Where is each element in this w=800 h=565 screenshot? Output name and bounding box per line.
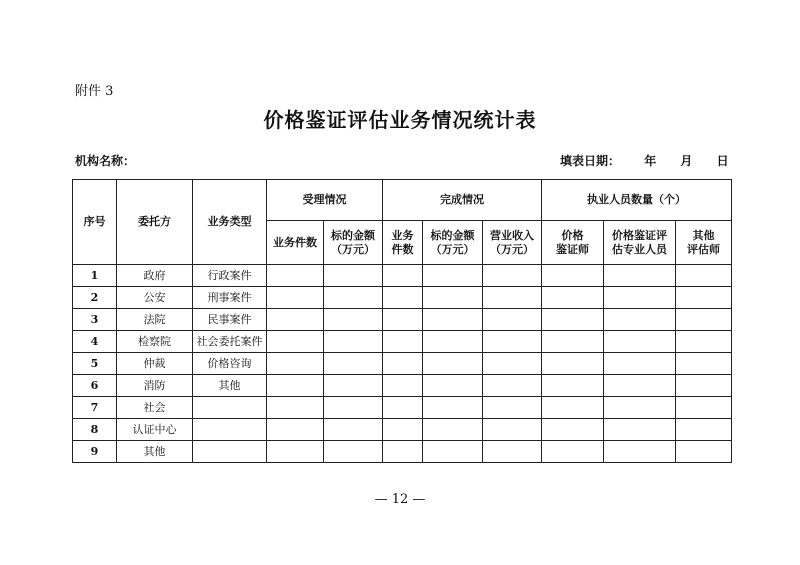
attachment-label: 附件 3 <box>75 84 114 99</box>
table-row <box>73 353 732 375</box>
cell-revenue[interactable] <box>483 287 542 309</box>
cell-accepted-count[interactable] <box>267 397 324 419</box>
row-client: 仲裁 <box>117 353 193 375</box>
cell-completed-count[interactable] <box>383 353 423 375</box>
header-seq: 序号 <box>73 180 117 265</box>
cell-accepted-count[interactable] <box>267 375 324 397</box>
cell-completed-amount[interactable] <box>423 287 483 309</box>
header-completed-count <box>383 221 423 265</box>
cell-revenue[interactable] <box>483 397 542 419</box>
cell-accepted-count[interactable] <box>267 353 324 375</box>
cell-professional-count[interactable] <box>604 287 676 309</box>
cell-professional-count[interactable] <box>604 441 676 463</box>
cell-appraiser-count[interactable] <box>542 375 604 397</box>
cell-completed-amount[interactable] <box>423 441 483 463</box>
row-business-type <box>193 397 267 419</box>
cell-revenue[interactable] <box>483 375 542 397</box>
header-text: 价格鉴证评 <box>612 228 667 242</box>
header-business-type: 业务类型 <box>193 180 267 265</box>
cell-accepted-amount[interactable] <box>324 287 383 309</box>
header-accepted-count: 业务件数 <box>267 221 324 265</box>
statistics-table <box>72 179 732 463</box>
fill-date-day: 日 <box>716 154 729 168</box>
cell-completed-count[interactable] <box>383 309 423 331</box>
cell-professional-count[interactable] <box>604 397 676 419</box>
cell-revenue[interactable] <box>483 331 542 353</box>
cell-accepted-amount[interactable] <box>324 331 383 353</box>
cell-completed-count[interactable] <box>383 441 423 463</box>
header-staff: 执业人员数量（个） <box>542 180 732 221</box>
cell-other-appraiser-count[interactable] <box>676 353 732 375</box>
cell-accepted-amount[interactable] <box>324 353 383 375</box>
header-accepted-amount <box>324 221 383 265</box>
document-title: 价格鉴证评估业务情况统计表 <box>263 108 537 132</box>
header-revenue <box>483 221 542 265</box>
header-text: 鉴证师 <box>556 242 589 256</box>
cell-appraiser-count[interactable] <box>542 265 604 287</box>
cell-accepted-count[interactable] <box>267 309 324 331</box>
institution-name-label: 机构名称： <box>75 154 136 168</box>
cell-accepted-amount[interactable] <box>324 397 383 419</box>
cell-revenue[interactable] <box>483 419 542 441</box>
row-business-type <box>193 419 267 441</box>
row-business-type <box>193 441 267 463</box>
cell-professional-count[interactable] <box>604 353 676 375</box>
row-client: 公安 <box>117 287 193 309</box>
header-appraiser <box>542 221 604 265</box>
row-business-type: 其他 <box>193 375 267 397</box>
header-completed: 完成情况 <box>383 180 542 221</box>
row-client: 检察院 <box>117 331 193 353</box>
cell-other-appraiser-count[interactable] <box>676 265 732 287</box>
row-number: 2 <box>73 287 117 309</box>
row-number: 4 <box>73 331 117 353</box>
header-text: （万元） <box>430 242 475 256</box>
row-number: 5 <box>73 353 117 375</box>
cell-appraiser-count[interactable] <box>542 353 604 375</box>
row-number: 3 <box>73 309 117 331</box>
cell-other-appraiser-count[interactable] <box>676 331 732 353</box>
table-row <box>73 419 732 441</box>
page-number: — 12 — <box>374 492 426 507</box>
cell-revenue[interactable] <box>483 353 542 375</box>
row-business-type: 社会委托案件 <box>193 331 267 353</box>
cell-completed-count[interactable] <box>383 265 423 287</box>
cell-other-appraiser-count[interactable] <box>676 287 732 309</box>
cell-completed-amount[interactable] <box>423 375 483 397</box>
header-other-appraiser <box>676 221 732 265</box>
cell-accepted-count[interactable] <box>267 331 324 353</box>
cell-other-appraiser-count[interactable] <box>676 375 732 397</box>
cell-appraiser-count[interactable] <box>542 331 604 353</box>
cell-accepted-count[interactable] <box>267 441 324 463</box>
row-business-type: 民事案件 <box>193 309 267 331</box>
cell-professional-count[interactable] <box>604 375 676 397</box>
row-client: 消防 <box>117 375 193 397</box>
header-text: （万元） <box>490 242 534 256</box>
row-business-type: 价格咨询 <box>193 353 267 375</box>
header-text: 评估师 <box>687 242 720 256</box>
cell-accepted-amount[interactable] <box>324 375 383 397</box>
cell-revenue[interactable] <box>483 265 542 287</box>
fill-date <box>560 152 729 169</box>
cell-other-appraiser-count[interactable] <box>676 419 732 441</box>
cell-other-appraiser-count[interactable] <box>676 441 732 463</box>
cell-professional-count[interactable] <box>604 331 676 353</box>
cell-professional-count[interactable] <box>604 419 676 441</box>
cell-completed-count[interactable] <box>383 287 423 309</box>
header-text: 标的金额 <box>430 228 475 242</box>
cell-revenue[interactable] <box>483 309 542 331</box>
row-client: 政府 <box>117 265 193 287</box>
header-text: 业务 <box>391 228 414 242</box>
table-row <box>73 397 732 419</box>
header-professional <box>604 221 676 265</box>
cell-completed-amount[interactable] <box>423 419 483 441</box>
cell-completed-count[interactable] <box>383 375 423 397</box>
row-number: 8 <box>73 419 117 441</box>
cell-professional-count[interactable] <box>604 265 676 287</box>
header-text: 其他 <box>692 228 715 242</box>
row-business-type: 刑事案件 <box>193 287 267 309</box>
row-number: 9 <box>73 441 117 463</box>
table-row <box>73 265 732 287</box>
header-completed-amount <box>423 221 483 265</box>
table-row <box>73 309 732 331</box>
cell-accepted-amount[interactable] <box>324 265 383 287</box>
row-client: 认证中心 <box>117 419 193 441</box>
cell-accepted-count[interactable] <box>267 287 324 309</box>
cell-completed-amount[interactable] <box>423 331 483 353</box>
header-text: 价格 <box>561 228 584 242</box>
fill-date-label: 填表日期： <box>560 154 621 168</box>
fill-date-year: 年 <box>644 154 657 168</box>
cell-completed-count[interactable] <box>383 331 423 353</box>
header-text: 标的金额 <box>331 228 375 242</box>
row-client: 社会 <box>117 397 193 419</box>
cell-appraiser-count[interactable] <box>542 397 604 419</box>
cell-accepted-amount[interactable] <box>324 441 383 463</box>
cell-appraiser-count[interactable] <box>542 309 604 331</box>
cell-completed-amount[interactable] <box>423 353 483 375</box>
table-row <box>73 441 732 463</box>
cell-appraiser-count[interactable] <box>542 441 604 463</box>
cell-accepted-count[interactable] <box>267 265 324 287</box>
cell-appraiser-count[interactable] <box>542 287 604 309</box>
cell-professional-count[interactable] <box>604 309 676 331</box>
header-text: （万元） <box>331 242 375 256</box>
row-number: 6 <box>73 375 117 397</box>
row-number: 1 <box>73 265 117 287</box>
table-row <box>73 287 732 309</box>
cell-completed-count[interactable] <box>383 397 423 419</box>
header-text: 营业收入 <box>490 228 534 242</box>
table-row <box>73 375 732 397</box>
row-number: 7 <box>73 397 117 419</box>
cell-other-appraiser-count[interactable] <box>676 309 732 331</box>
header-client: 委托方 <box>117 180 193 265</box>
fill-date-month: 月 <box>680 154 693 168</box>
table-row <box>73 331 732 353</box>
cell-completed-count[interactable] <box>383 419 423 441</box>
header-text: 件数 <box>391 242 414 256</box>
row-business-type: 行政案件 <box>193 265 267 287</box>
row-client: 法院 <box>117 309 193 331</box>
header-accepted: 受理情况 <box>267 180 383 221</box>
cell-completed-amount[interactable] <box>423 265 483 287</box>
cell-revenue[interactable] <box>483 441 542 463</box>
cell-appraiser-count[interactable] <box>542 419 604 441</box>
cell-accepted-count[interactable] <box>267 419 324 441</box>
row-client: 其他 <box>117 441 193 463</box>
cell-accepted-amount[interactable] <box>324 309 383 331</box>
cell-completed-amount[interactable] <box>423 309 483 331</box>
header-text: 估专业人员 <box>612 242 667 256</box>
cell-completed-amount[interactable] <box>423 397 483 419</box>
cell-accepted-amount[interactable] <box>324 419 383 441</box>
cell-other-appraiser-count[interactable] <box>676 397 732 419</box>
